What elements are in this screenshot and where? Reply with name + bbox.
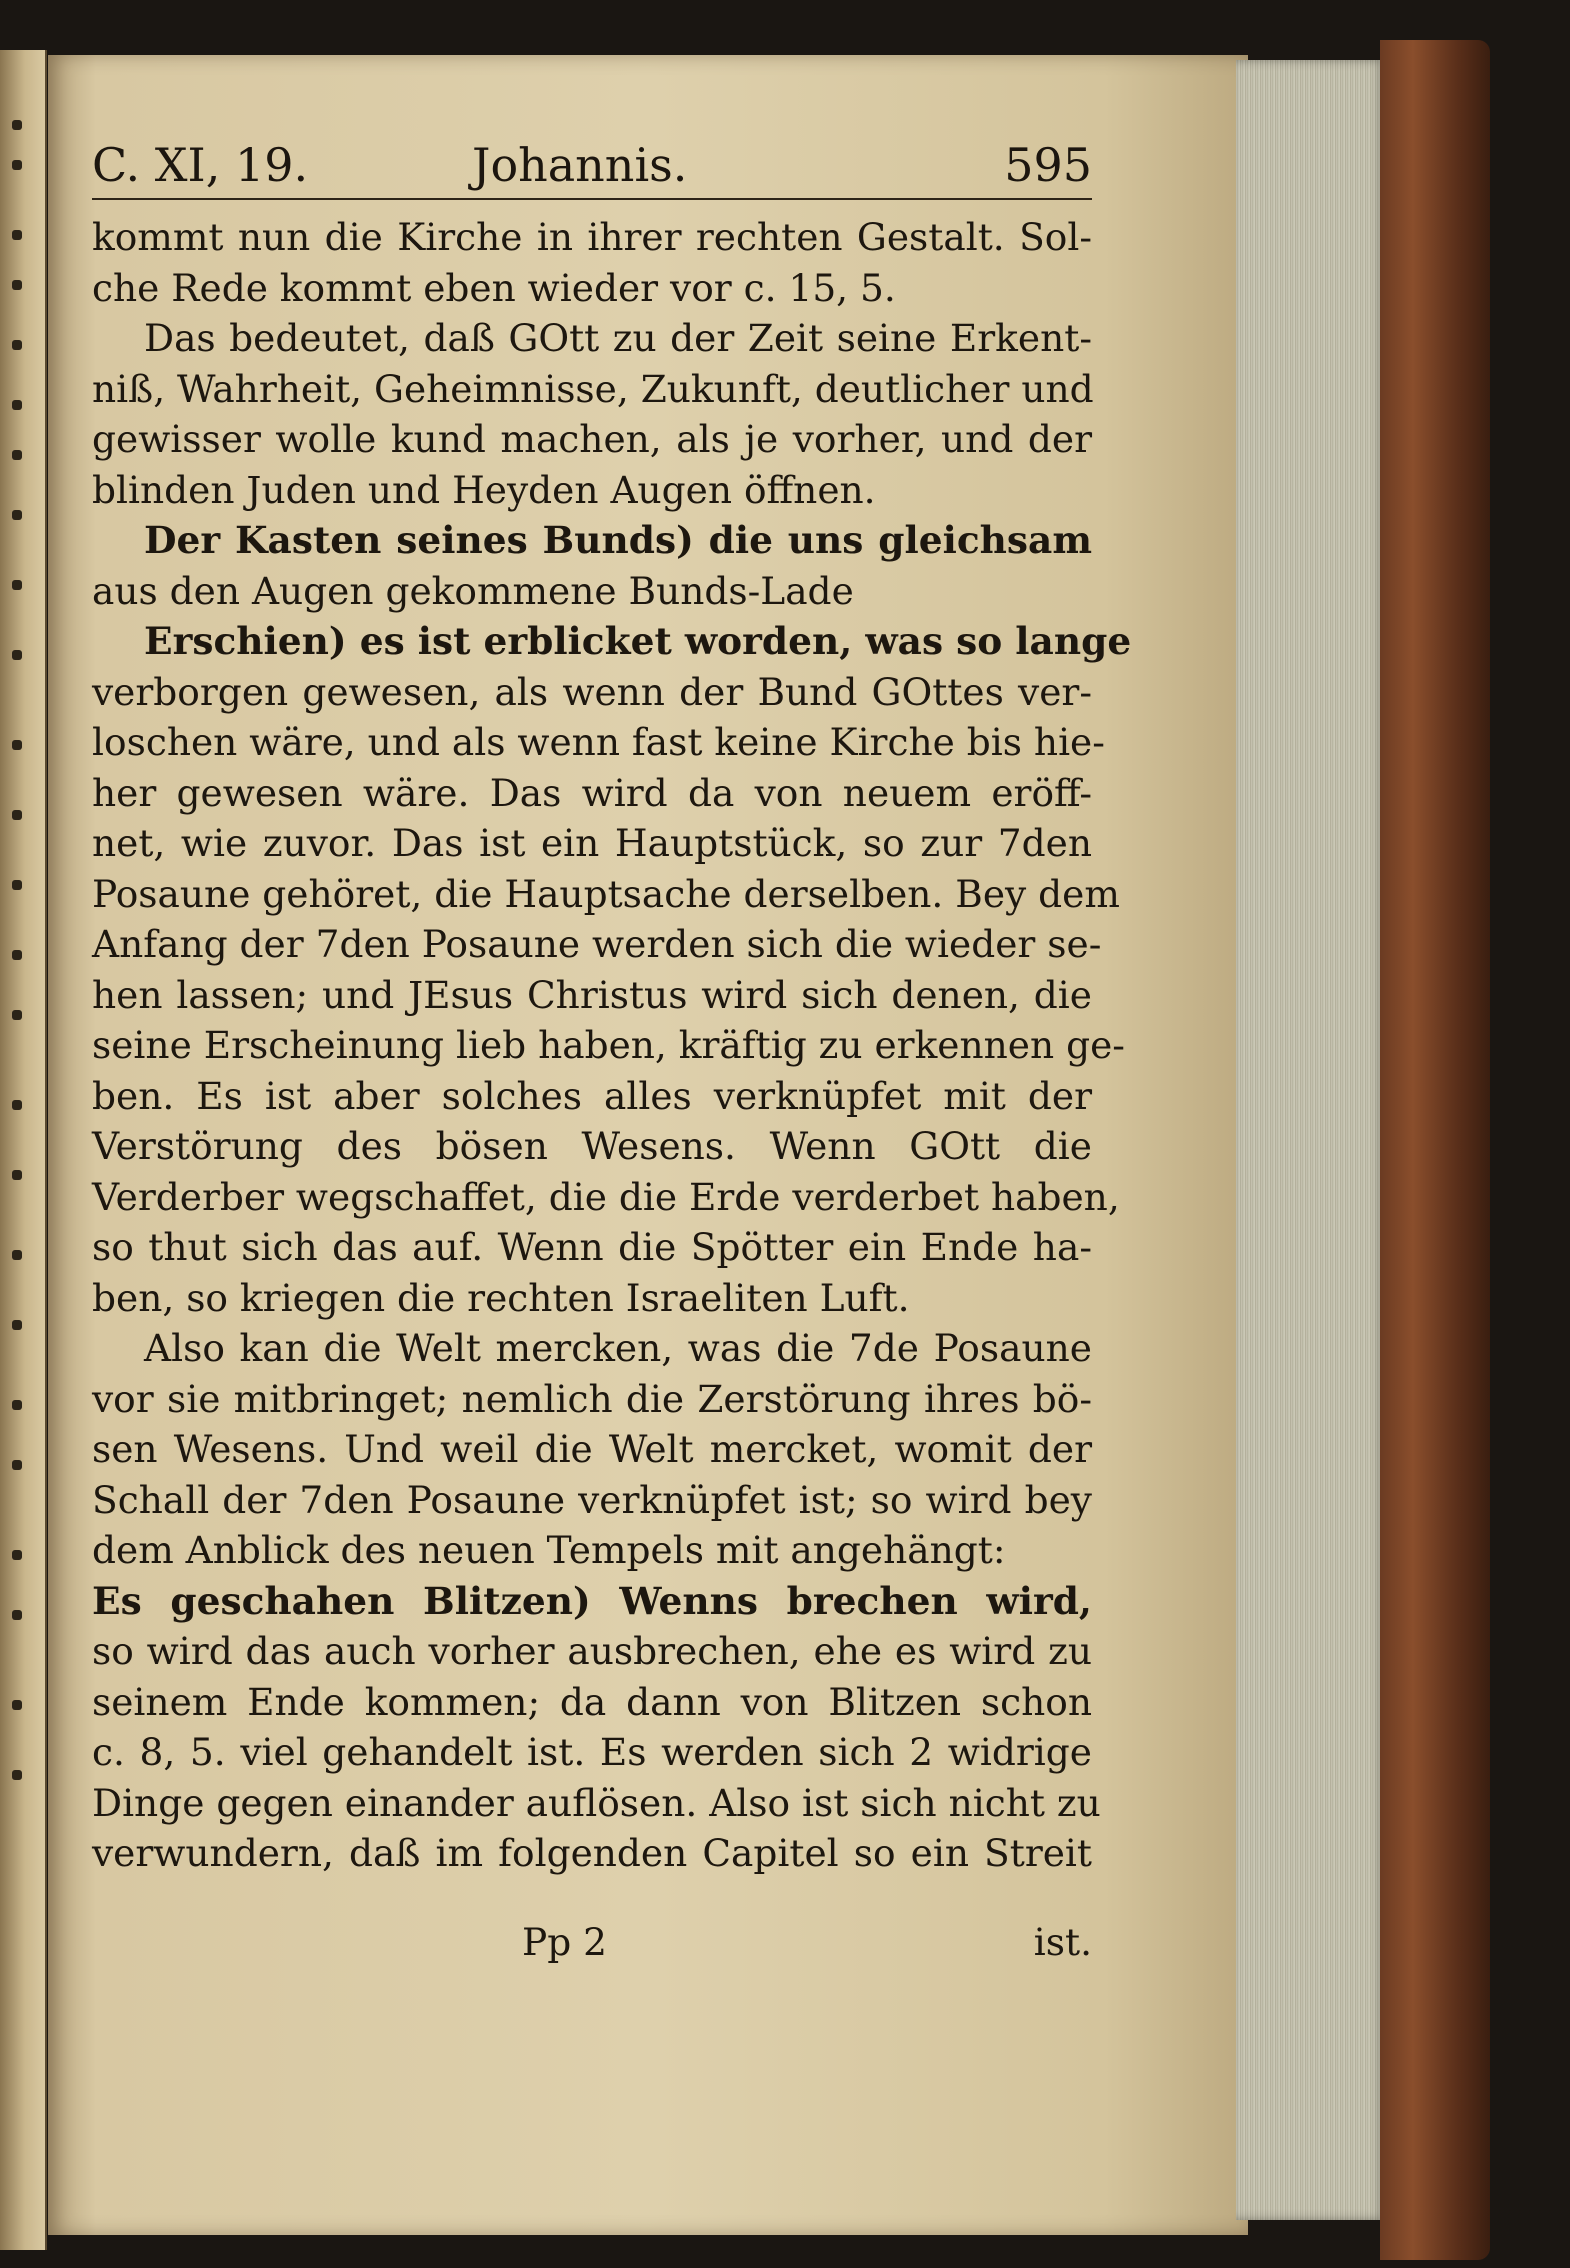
text-line: so thut sich das auf. Wenn die Spötter ein Ende ha- [92, 1225, 1092, 1269]
text-line: Das bedeutet, daß GOtt zu der Zeit seine Erkent- [144, 316, 1092, 360]
page-edges [1236, 60, 1386, 2220]
text-line: Schall der 7den Posaune verknüpfet ist; so wird bey [92, 1477, 1092, 1522]
page-footer [92, 1920, 1092, 1970]
text-line: verwundern, daß im folgenden Capitel so ein Streit [92, 1831, 1092, 1875]
text-line: Dinge gegen einander auflösen. Also ist sich nicht zu [92, 1780, 1101, 1825]
text-line: seine Erscheinung lieb haben, kräftig zu erkennen ge- [92, 1023, 1125, 1067]
text-line: gewisser wolle kund machen, als je vorher, und der [92, 417, 1092, 461]
text-line: ben, so kriegen die rechten Israeliten Luft. [92, 1275, 910, 1320]
left-page-marks [12, 50, 42, 2250]
text-line: c. 8, 5. viel gehandelt ist. Es werden sich 2 widrige [92, 1730, 1092, 1774]
signature-mark: Pp 2 [522, 1920, 608, 1964]
text-line: loschen wäre, und als wenn fast keine Kirche bis hie- [92, 720, 1105, 764]
text-line: ben. Es ist aber solches alles verknüpfet mit der [92, 1073, 1092, 1118]
text-line: dem Anblick des neuen Tempels mit angehängt: [92, 1528, 1006, 1572]
text-line: kommt nun die Kirche in ihrer rechten Gestalt. Sol- [92, 215, 1092, 259]
text-line: net, wie zuvor. Das ist ein Hauptstück, so zur 7den [92, 821, 1092, 865]
text-line: niß, Wahrheit, Geheimnisse, Zukunft, deutlicher und [92, 366, 1094, 411]
text-line: sen Wesens. Und weil die Welt mercket, womit der [92, 1427, 1092, 1471]
lemma-line: Es geschahen Blitzen) Wenns brechen wird, [92, 1578, 1092, 1623]
text-line: her gewesen wäre. Das wird da von neuem eröff- [92, 770, 1092, 815]
running-title: Johannis. [472, 138, 688, 192]
text-line: Verstörung des bösen Wesens. Wenn GOtt die [92, 1124, 1092, 1168]
text-line: blinden Juden und Heyden Augen öffnen. [92, 467, 876, 512]
text-line: che Rede kommt eben wieder vor c. 15, 5. [92, 265, 896, 310]
text-line: vor sie mitbringet; nemlich die Zerstörung ihres bö- [92, 1376, 1092, 1421]
lemma-line: Erschien) es ist erblicket worden, was so lange [144, 619, 1132, 663]
text-line: Verderber wegschaffet, die die Erde verderbet haben, [92, 1174, 1120, 1219]
text-line: Anfang der 7den Posaune werden sich die wieder se- [92, 922, 1102, 966]
text-line: aus den Augen gekommene Bunds-Lade [92, 568, 854, 613]
chapter-reference: C. XI, 19. [92, 138, 309, 192]
text-line: verborgen gewesen, als wenn der Bund GOttes ver- [92, 669, 1092, 714]
catchword: ist. [1033, 1920, 1092, 1964]
left-page-edge [0, 50, 47, 2250]
book-cover [1380, 40, 1490, 2260]
text-line: hen lassen; und JEsus Christus wird sich denen, die [92, 972, 1092, 1017]
page-number: 595 [1004, 138, 1092, 192]
lemma-line: Der Kasten seines Bunds) die uns gleichsam [144, 518, 1092, 562]
text-line: Posaune gehöret, die Hauptsache derselben. Bey dem [92, 871, 1120, 916]
text-line: so wird das auch vorher ausbrechen, ehe es wird zu [92, 1629, 1092, 1673]
text-line: Also kan die Welt mercken, was die 7de Posaune [144, 1326, 1092, 1370]
body-text [92, 212, 1132, 1879]
text-line: seinem Ende kommen; da dann von Blitzen schon [92, 1679, 1092, 1724]
running-header [92, 128, 1092, 200]
